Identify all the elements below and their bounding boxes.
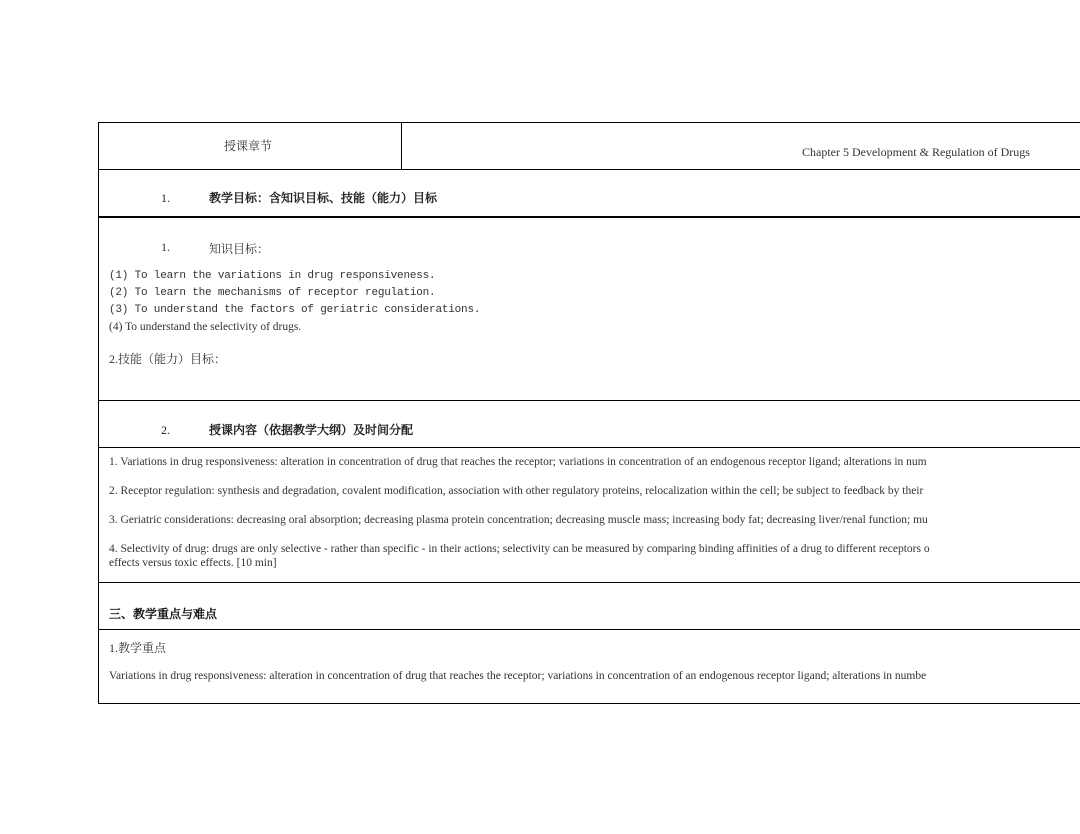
content-item-3: 3. Geriatric considerations: decreasing oral absorption; decreasing plasma protein concentration; decreasing muscle mass; increasing body fat; decreasing liver/renal function; mu [109, 514, 928, 526]
chapter-label: 授课章节 [99, 123, 402, 169]
chapter-title: Chapter 5 Development & Regulation of Drugs [802, 145, 1030, 159]
skill-label: 2.技能（能力）目标： [109, 352, 227, 366]
key-points-text: Variations in drug responsiveness: alteration in concentration of drug that reaches the receptor; variations in concentration of an endogenous receptor ligand; alterations in numbe [109, 670, 927, 682]
section3-title: 三、教学重点与难点 [109, 607, 218, 621]
section1-number: 1. [161, 191, 170, 205]
section2-title: 授课内容（依据教学大纲）及时间分配 [209, 423, 414, 437]
content-item-4: 4. Selectivity of drug: drugs are only selective - rather than specific - in their actions; selectivity can be measured by comparing binding affinities of a drug to different receptors o [109, 543, 930, 555]
key-points-label: 1.教学重点 [109, 641, 167, 655]
content-cell [99, 448, 1080, 583]
chapter-row [99, 123, 1080, 170]
objective-2: (2) To learn the mechanisms of receptor regulation. [109, 287, 436, 299]
section3-heading [99, 583, 1080, 630]
chapter-title-cell [402, 123, 1080, 169]
objectives-cell [99, 218, 1080, 401]
objective-3: (3) To understand the factors of geriatric considerations. [109, 304, 481, 316]
lesson-plan-table [98, 122, 1080, 704]
content-item-4-continued: effects versus toxic effects. [10 min] [109, 557, 277, 569]
key-points-cell [99, 630, 1080, 702]
section2-number: 2. [161, 423, 170, 437]
section1-title: 教学目标：含知识目标、技能（能力）目标 [209, 191, 438, 205]
section2-heading [99, 401, 1080, 448]
knowledge-label: 知识目标： [209, 242, 270, 256]
objective-4: (4) To understand the selectivity of drugs. [109, 321, 302, 333]
section1-heading [99, 170, 1080, 218]
content-item-2: 2. Receptor regulation: synthesis and degradation, covalent modification, association with other regulatory proteins, relocalization within the cell; be subject to feedback by their [109, 485, 924, 497]
knowledge-number: 1. [161, 240, 170, 254]
content-item-1: 1. Variations in drug responsiveness: alteration in concentration of drug that reaches the receptor; variations in concentration of an endogenous receptor ligand; alterations in num [109, 456, 927, 468]
objective-1: (1) To learn the variations in drug responsiveness. [109, 270, 436, 282]
